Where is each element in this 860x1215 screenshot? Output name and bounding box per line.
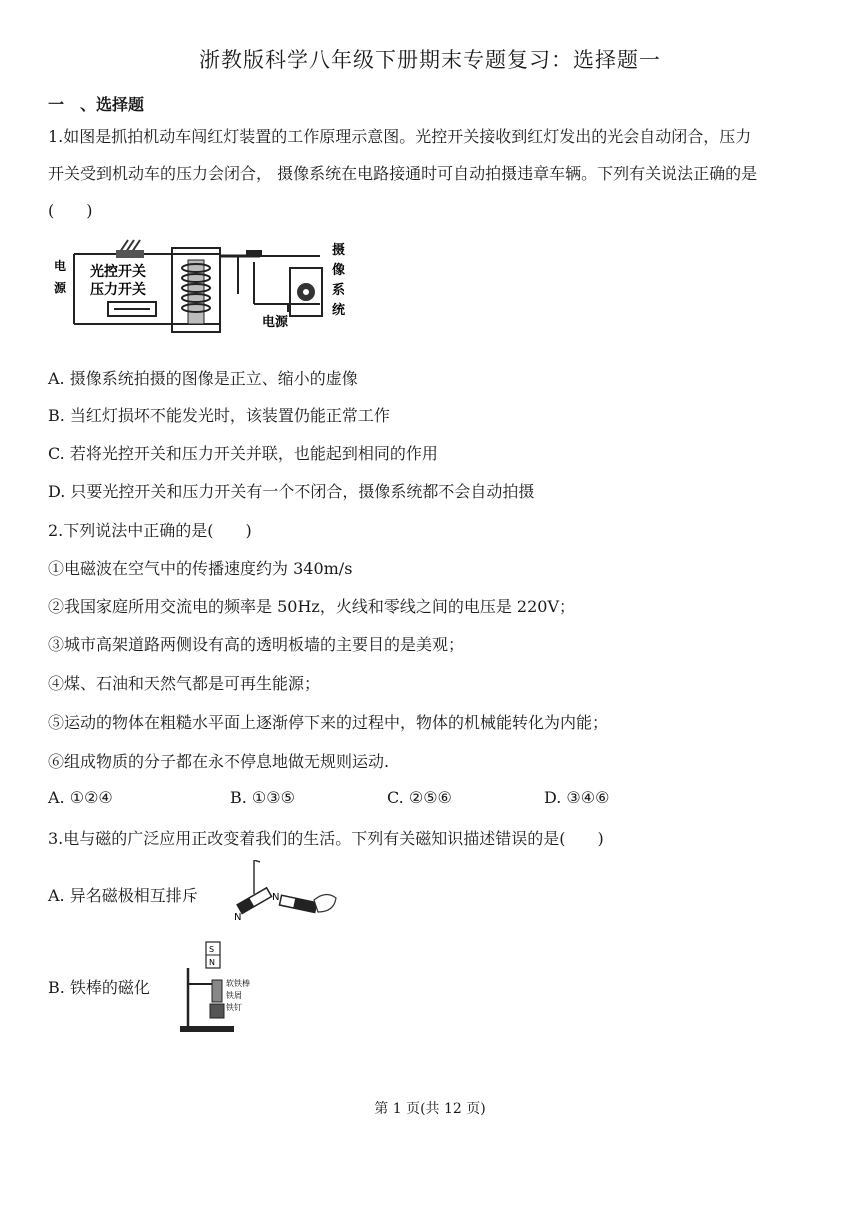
q2-statement-4: ④煤、石油和天然气都是可再生能源；: [48, 674, 321, 693]
q3-fig-b-label3: 铁钉: [226, 1003, 242, 1012]
q2-statement-5: ⑤运动的物体在粗糙水平面上逐渐停下来的过程中，物体的机械能转化为内能；: [48, 713, 609, 732]
page-title: 浙教版科学八年级下册期末专题复习：选择题一: [199, 48, 661, 72]
q3-option-a-figure: [214, 860, 340, 922]
q1-fig-camera-3: 系: [332, 283, 346, 298]
q2-option-a: A. ①②④: [48, 788, 113, 807]
q1-stem-line3: ( ): [48, 201, 93, 220]
q1-stem-line1: 1.如图是抓拍机动车闯红灯装置的工作原理示意图。光控开关接收到红灯发出的光会自动闭合，压力: [48, 127, 752, 146]
q3-fig-b-label2: 铁屑: [226, 991, 242, 1000]
q1-option-c: C. 若将光控开关和压力开关并联，也能起到相同的作用: [48, 444, 438, 463]
q3-fig-a-pole-left: N: [234, 912, 242, 922]
q3-fig-b-magnet-bottom: N: [209, 958, 215, 967]
q1-stem-line2: 开关受到机动车的压力会闭合， 摄像系统在电路接通时可自动拍摄违章车辆。下列有关说法正确的是: [48, 164, 758, 183]
q3-fig-b-label1: 软铁棒: [226, 979, 250, 988]
q2-stem: 2.下列说法中正确的是( ): [48, 521, 252, 540]
q2-statement-6: ⑥组成物质的分子都在永不停息地做无规则运动.: [48, 752, 390, 771]
q1-fig-camera-1: 摄: [332, 243, 346, 258]
q2-statement-2: ②我国家庭所用交流电的频率是 50Hz，火线和零线之间的电压是 220V；: [48, 597, 576, 616]
q3-stem: 3.电与磁的广泛应用正改变着我们的生活。下列有关磁知识描述错误的是( ): [48, 829, 604, 848]
q3-option-b: B. 铁棒的磁化: [48, 978, 150, 997]
q1-fig-left-source-label-1: 电: [54, 259, 67, 273]
q2-option-c: C. ②⑤⑥: [387, 788, 452, 807]
section-heading: 一 、选择题: [48, 95, 145, 114]
q1-option-a: A. 摄像系统拍摄的图像是正立、缩小的虚像: [48, 369, 358, 388]
q1-fig-right-source: 电源: [262, 315, 289, 330]
q3-fig-b-magnet-top: S: [209, 945, 215, 954]
q1-fig-left-source-label-2: 源: [54, 281, 67, 295]
q1-option-b: B. 当红灯损坏不能发光时，该装置仍能正常工作: [48, 406, 390, 425]
q3-option-a: A. 异名磁极相互排斥: [48, 886, 198, 905]
q3-option-b-figure: [178, 940, 268, 1034]
q1-fig-pressure-switch: 压力开关: [90, 282, 146, 298]
q2-option-b: B. ①③⑤: [230, 788, 295, 807]
q1-option-d: D. 只要光控开关和压力开关有一个不闭合，摄像系统都不会自动拍摄: [48, 482, 535, 501]
q1-fig-camera-4: 统: [332, 303, 346, 318]
q2-statement-1: ①电磁波在空气中的传播速度约为 340m/s: [48, 559, 353, 578]
q1-fig-camera-2: 像: [332, 263, 346, 278]
q1-fig-light-switch: 光控开关: [90, 264, 146, 280]
page-footer: 第 1 页(共 12 页): [374, 1101, 486, 1117]
q2-statement-3: ③城市高架道路两侧设有高的透明板墙的主要目的是美观；: [48, 635, 465, 654]
q1-circuit-figure: [50, 234, 355, 344]
q2-option-d: D. ③④⑥: [544, 788, 610, 807]
q3-fig-a-pole-right: N: [272, 892, 280, 903]
